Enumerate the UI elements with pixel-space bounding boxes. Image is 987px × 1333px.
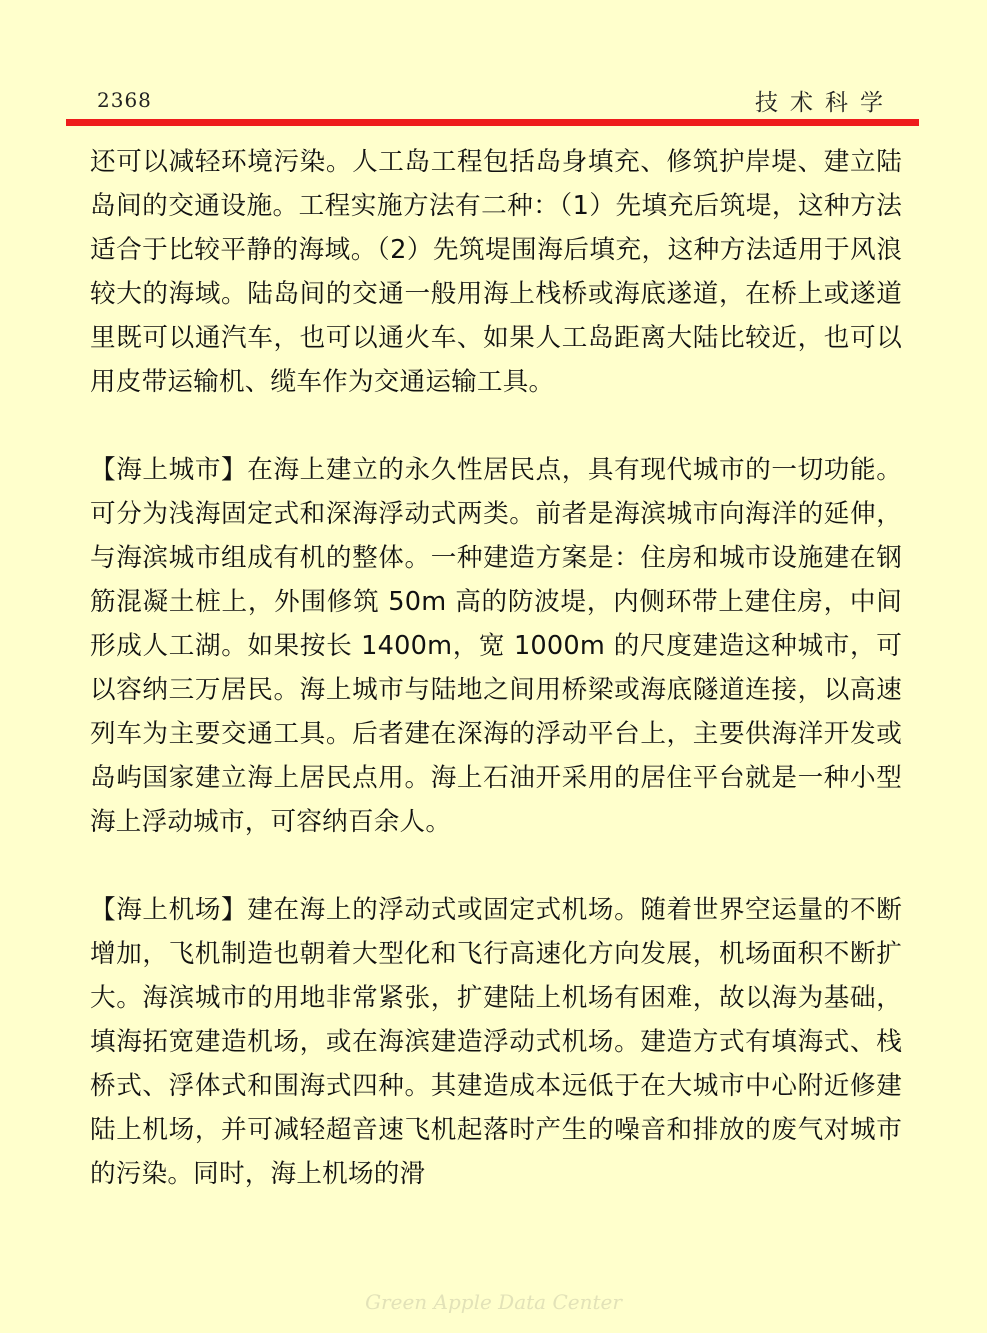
paragraph-gap xyxy=(90,844,902,888)
paragraph-gap xyxy=(90,404,902,448)
entry-term: 【海上机场】 xyxy=(90,895,248,925)
paragraph-text: 还可以减轻环境污染。人工岛工程包括岛身填充、修筑护岸堤、建立陆岛间的交通设施。工程实施方法有二种：（1）先填充后筑堤，这种方法适合于比较平静的海域。（2）先筑堤围海后填充，这种方法适用于风浪较大的海域。陆岛间的交通一般用海上栈桥或海底遂道，在桥上或遂道里既可以通汽车，也可以通火车、如果人工岛距离大陆比较近，也可以用皮带运输机、缆车作为交通运输工具。 xyxy=(90,147,902,397)
entry-term: 【海上城市】 xyxy=(90,455,248,485)
paragraph-text: 在海上建立的永久性居民点，具有现代城市的一切功能。可分为浅海固定式和深海浮动式两类。前者是海滨城市向海洋的延伸，与海滨城市组成有机的整体。一种建造方案是：住房和城市设施建在钢筋混凝土桩上，外围修筑 50m 高的防波堤，内侧环带上建住房，中间形成人工湖。如果按长 1400m，宽 1000m 的尺度建造这种城市，可以容纳三万居民。海上城市与陆地之间用桥梁或海底隧道连接，以高速列车为主要交通工具。后者建在深海的浮动平台上，主要供海洋开发或岛屿国家建立海上居民点用。海上石油开采用的居住平台就是一种小型海上浮动城市，可容纳百余人。 xyxy=(90,455,902,837)
paragraph-sea-airport xyxy=(90,888,902,1196)
header-title: 技术科学 xyxy=(755,90,895,116)
footer-watermark: Green Apple Data Center xyxy=(365,1290,622,1314)
paragraph-artificial-island xyxy=(90,140,902,404)
paragraph-text: 建在海上的浮动式或固定式机场。随着世界空运量的不断增加，飞机制造也朝着大型化和飞行高速化方向发展，机场面积不断扩大。海滨城市的用地非常紧张，扩建陆上机场有困难，故以海为基础，填海拓宽建造机场，或在海滨建造浮动式机场。建造方式有填海式、栈桥式、浮体式和围海式四种。其建造成本远低于在大城市中心附近修建陆上机场，并可减轻超音速飞机起落时产生的噪音和排放的废气对城市的污染。同时，海上机场的滑 xyxy=(90,895,902,1189)
article-body xyxy=(90,140,902,1196)
paragraph-sea-city xyxy=(90,448,902,844)
page-number: 2368 xyxy=(97,88,152,112)
header-rule xyxy=(66,119,919,126)
